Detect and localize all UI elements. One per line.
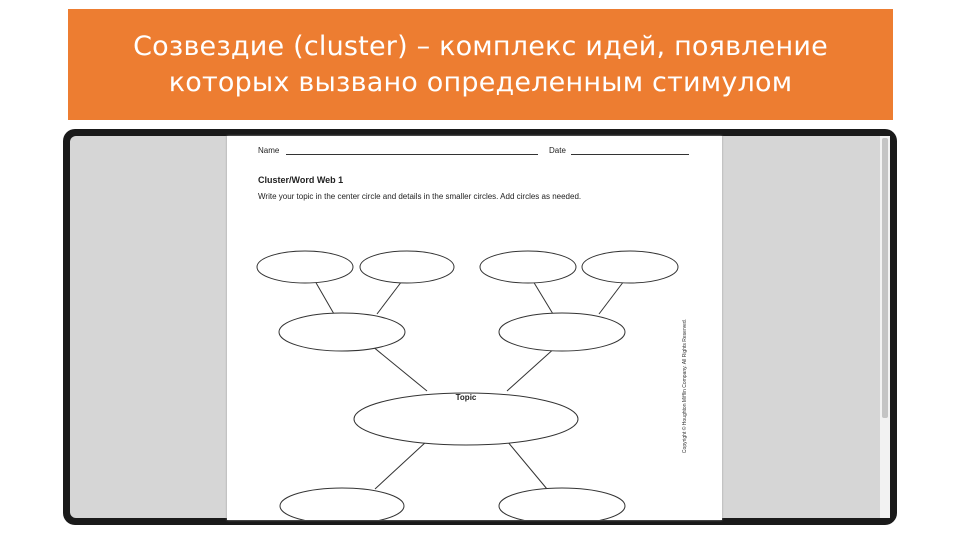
copyright-notice: Copyright © Houghton Mifflin Company. All Rights Reserved.: [682, 318, 688, 454]
connector-line: [507, 346, 557, 391]
connector-line: [533, 281, 553, 314]
scrollbar-thumb[interactable]: [882, 138, 888, 418]
subtopic-circle: [499, 313, 625, 351]
name-label: Name: [258, 146, 280, 155]
cluster-web-diagram: [227, 136, 722, 520]
subtopic-circle: [280, 488, 404, 520]
topic-label: Topic: [455, 393, 477, 402]
slide-title: Созвездие (cluster) – комплекс идей, появление которых вызвано определенным стимулом: [133, 30, 828, 98]
detail-circle: [360, 251, 454, 283]
worksheet-page: [227, 136, 722, 520]
detail-circle: [257, 251, 353, 283]
connector-line: [599, 281, 624, 314]
connector-line: [375, 441, 427, 489]
connector-line: [372, 346, 427, 391]
subtopic-circle: [279, 313, 405, 351]
subtopic-circle: [499, 488, 625, 520]
slide-title-banner: [68, 9, 893, 120]
connector-line: [315, 281, 334, 314]
detail-circle: [582, 251, 678, 283]
worksheet-instructions: Write your topic in the center circle and details in the smaller circles. Add circles as needed.: [258, 192, 582, 201]
worksheet-title: Cluster/Word Web 1: [258, 175, 344, 185]
date-label: Date: [549, 146, 566, 155]
connector-line: [377, 281, 402, 314]
connector-line: [507, 441, 547, 489]
detail-circle: [480, 251, 576, 283]
